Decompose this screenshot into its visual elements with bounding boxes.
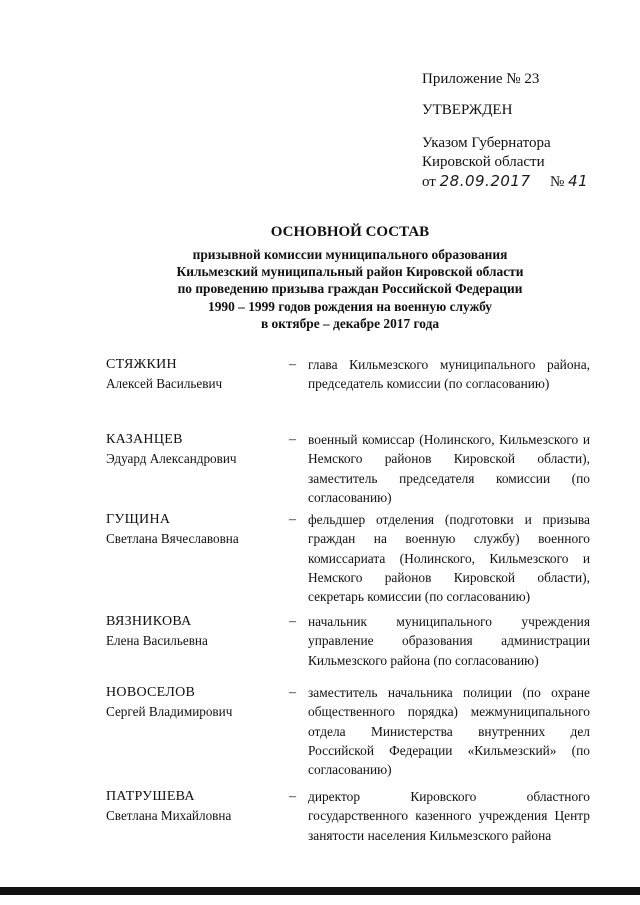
member-person <box>106 430 286 468</box>
member-surname: ГУЩИНА <box>106 512 171 527</box>
approved-label: УТВЕРЖДЕН <box>422 102 513 118</box>
title-line: по проведению призыва граждан Российской Федерации <box>177 281 523 297</box>
member-person <box>106 355 286 393</box>
number-prefix: № <box>550 174 565 190</box>
approved-by-line-1: Указом Губернатора <box>422 135 551 151</box>
approval-block <box>422 70 588 192</box>
title-line: в октябре – декабре 2017 года <box>260 315 440 331</box>
member-dash: – <box>289 614 296 629</box>
handwritten-date: 28.09.2017 <box>439 172 531 190</box>
decree-date-line <box>422 172 588 192</box>
member-dash: – <box>289 512 296 527</box>
member-role: начальник муниципального учреждения управление образования администрации Кильмезского района (по согласованию) <box>308 614 590 668</box>
member-surname: СТЯЖКИН <box>106 357 177 372</box>
member-person <box>106 787 286 825</box>
member-dash: – <box>289 789 296 804</box>
member-dash: – <box>289 357 296 372</box>
member-person <box>106 612 286 650</box>
member-dash: – <box>289 432 296 447</box>
title-line: призывной комиссии муниципального образования <box>192 247 508 262</box>
member-surname: ПАТРУШЕВА <box>106 789 195 804</box>
appendix-number: Приложение № 23 <box>422 71 540 87</box>
title-main: ОСНОВНОЙ СОСТАВ <box>270 224 430 240</box>
member-given-name: Сергей Владимирович <box>106 704 233 719</box>
member-surname: КАЗАНЦЕВ <box>106 432 183 447</box>
member-surname: ВЯЗНИКОВА <box>106 614 192 629</box>
member-person <box>106 510 286 548</box>
document-title <box>60 222 640 332</box>
member-surname: НОВОСЕЛОВ <box>106 685 196 700</box>
member-given-name: Елена Васильевна <box>106 633 208 648</box>
member-given-name: Эдуард Александрович <box>106 451 237 466</box>
member-dash: – <box>289 685 296 700</box>
member-person <box>106 683 286 721</box>
approved-by-line-2: Кировской области <box>422 154 545 170</box>
title-subtitle <box>60 246 640 332</box>
member-given-name: Светлана Михайловна <box>106 808 232 823</box>
date-prefix: от <box>422 174 436 190</box>
member-role: фельдшер отделения (подготовки и призыва граждан на военную службу) военного комиссариата (Нолинского, Кильмезского и Немского районов Кировской области), секретарь комиссии (по согласованию) <box>308 512 590 605</box>
title-line: 1990 – 1999 годов рождения на военную службу <box>208 298 492 314</box>
member-role: заместитель начальника полиции (по охране общественного порядка) межмуниципального отдела Министерства внутренних дел Российской Федерации «Кильмезский» (по согласованию) <box>308 685 590 778</box>
member-role: глава Кильмезского муниципального района, председатель комиссии (по согласованию) <box>308 357 590 392</box>
scan-edge-bar <box>0 887 640 895</box>
member-role: военный комиссар (Нолинского, Кильмезского и Немского районов Кировской области), заместитель председателя комиссии (по согласованию) <box>308 432 590 505</box>
member-given-name: Светлана Вячеславовна <box>106 531 239 546</box>
member-given-name: Алексей Васильевич <box>106 376 223 391</box>
title-line: Кильмезский муниципальный район Кировской области <box>176 264 524 280</box>
handwritten-number: 41 <box>568 172 589 190</box>
member-role: директор Кировского областного государственного казенного учреждения Центр занятости населения Кильмезского района <box>308 789 590 843</box>
